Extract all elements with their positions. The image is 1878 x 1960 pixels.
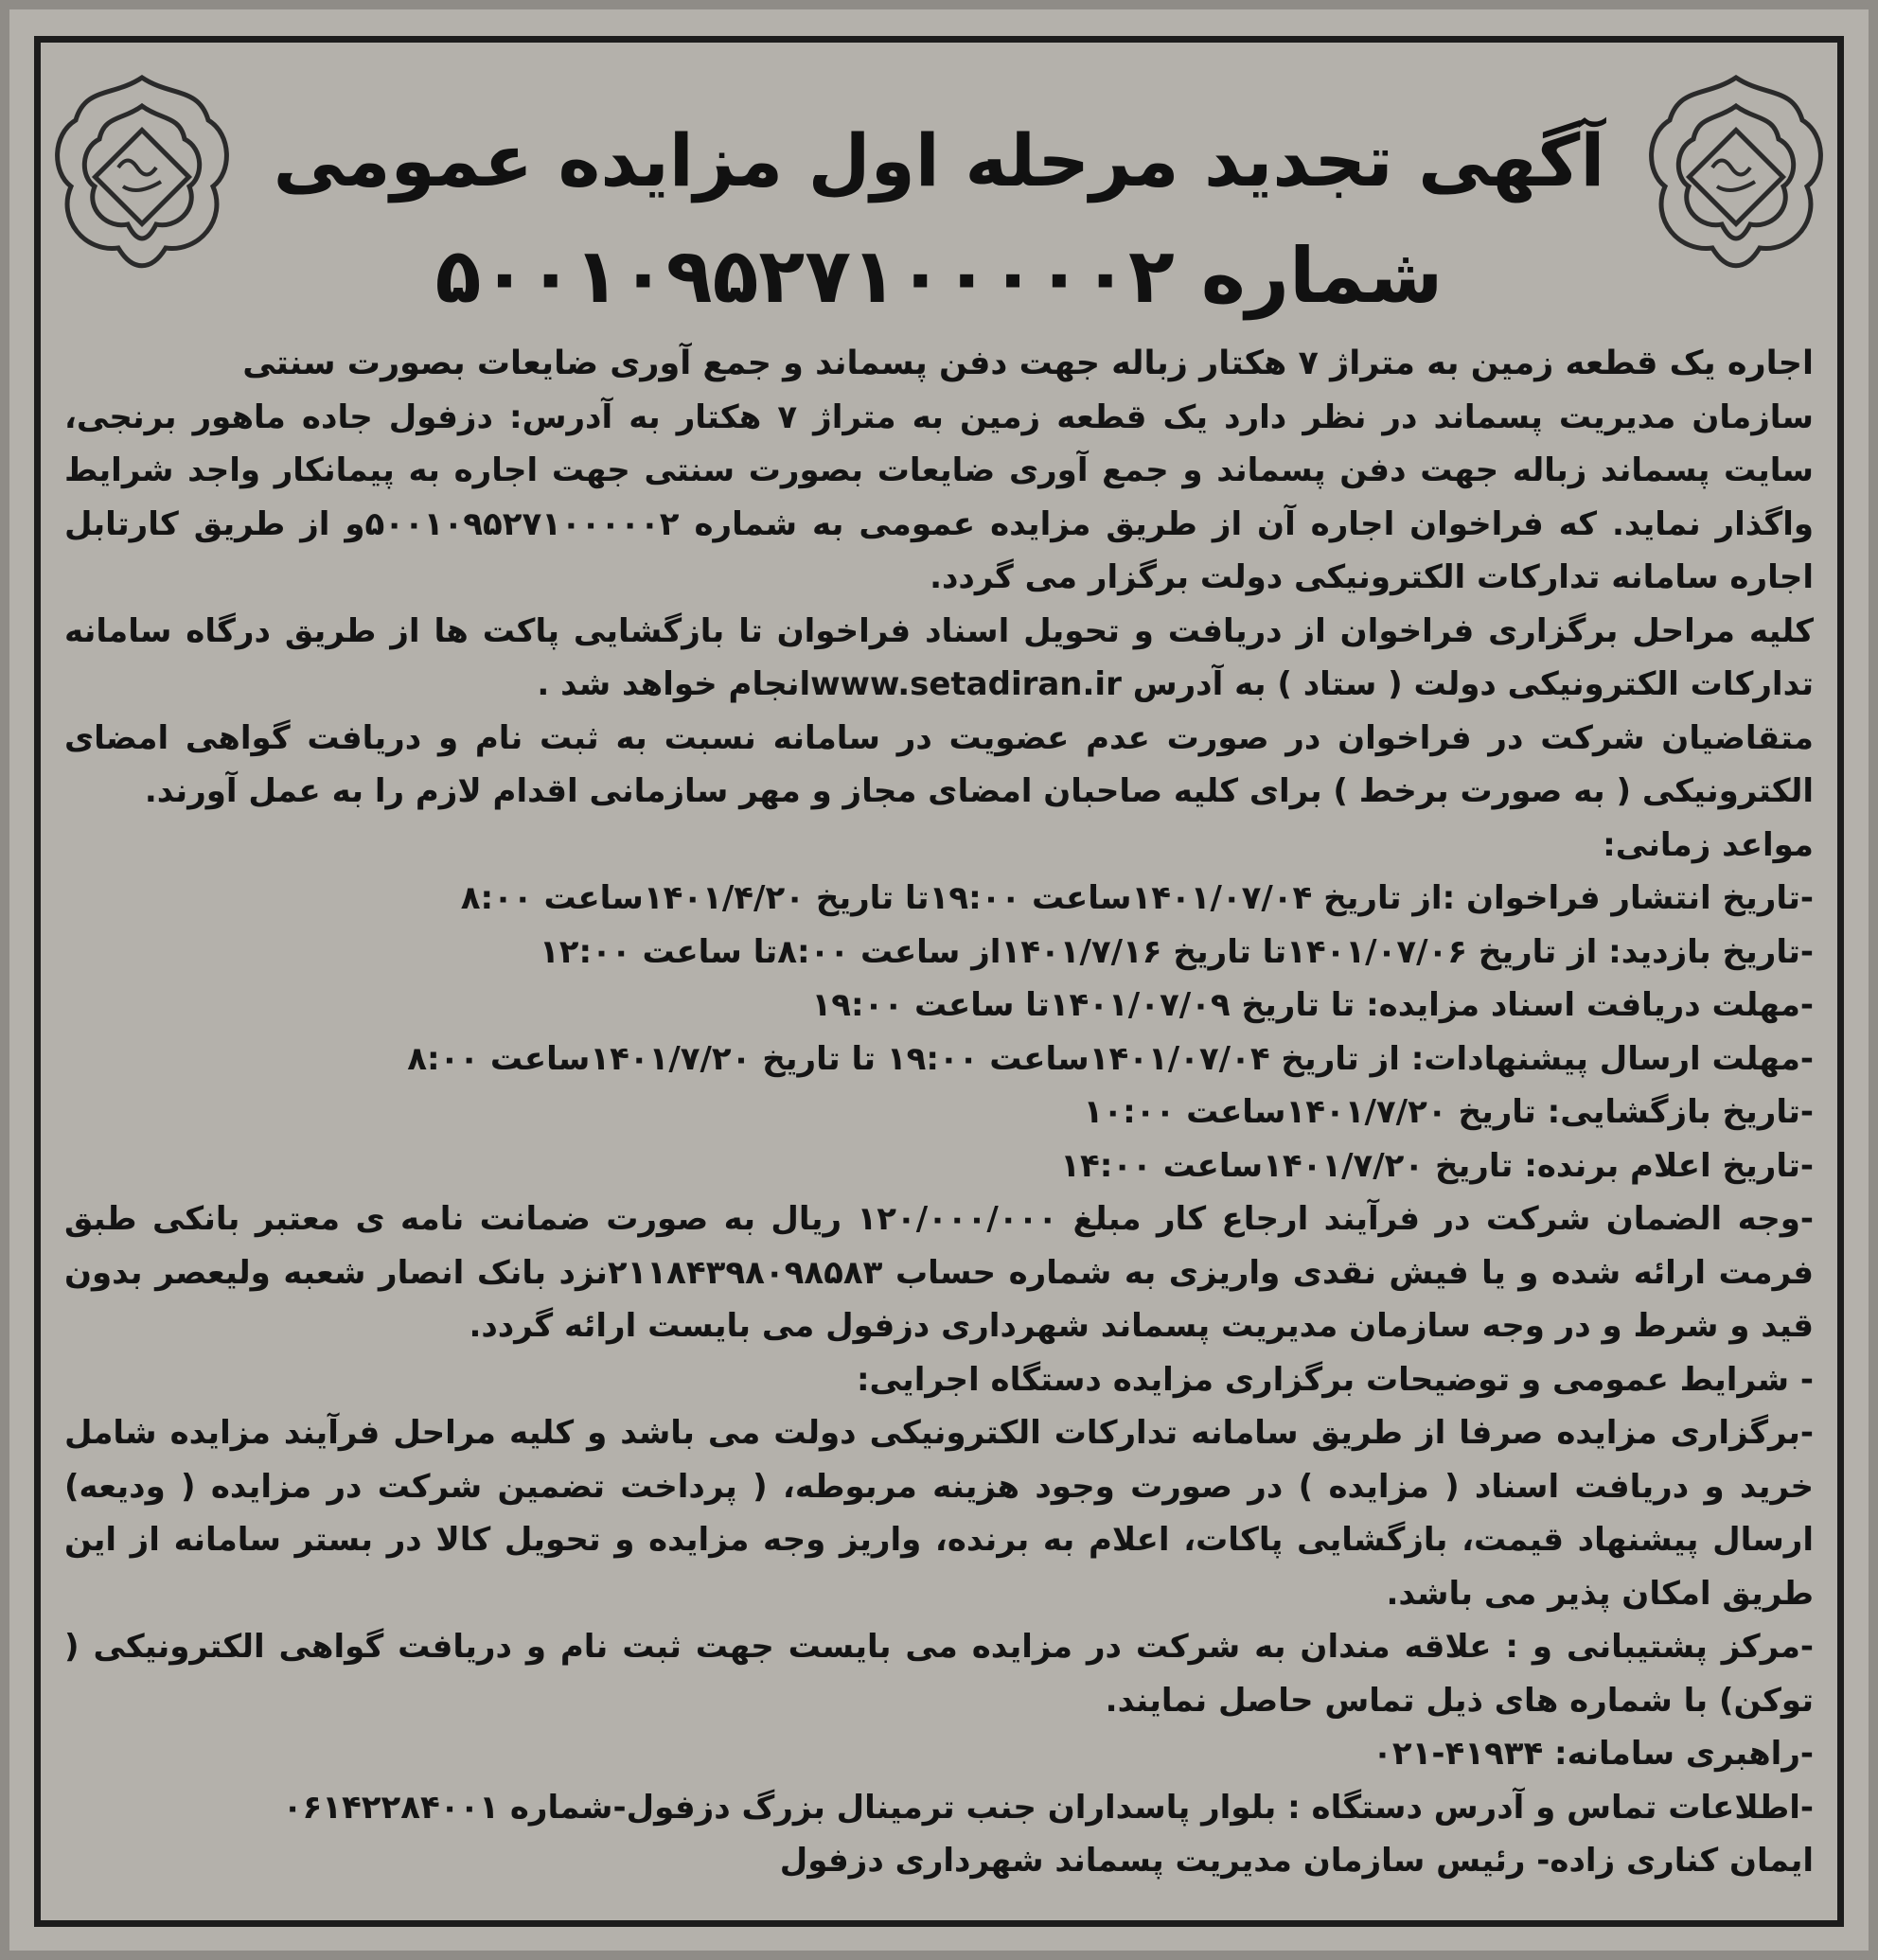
newspaper-clipping bbox=[9, 9, 1869, 1951]
paragraph-support: -مرکز پشتیبانی و : علاقه مندان به شرکت در مزایده می بایست جهت ثبت نام و دریافت گواهی الکترونیکی ( توکن) با شماره های ذیل تماس حاصل نمایند. bbox=[64, 1628, 1814, 1720]
paragraph-registration: متقاضیان شرکت در فراخوان در صورت عدم عضویت در سامانه نسبت به ثبت نام و دریافت گواهی امضای الکترونیکی ( به صورت برخط ) برای کلیه صاحبان امضای مجاز و مهر سازمانی اقدام لازم را به عمل آورند. bbox=[64, 718, 1814, 810]
timeline-item: -تاریخ بازدید: از تاریخ ۱۴۰۱/۰۷/۰۶تا تاریخ ۱۴۰۱/۷/۱۶از ساعت ۸:۰۰تا ساعت ۱۲:۰۰ bbox=[540, 932, 1814, 971]
paragraph-intro: سازمان مدیریت پسماند در نظر دارد یک قطعه زمین به متراژ ۷ هکتار به آدرس: دزفول جاده ماهور برنجی، سایت پسماند زباله جهت دفن پسماند و جمع آوری ضایعات بصورت سنتی جهت اجاره به پیمانکار واجد شرایط واگذار نماید. که فراخوان اجاره آن از طریق مزایده عمومی به شماره ۵۰۰۱۰۹۵۲۷۱۰۰۰۰۰۲و از طریق کارتابل اجاره سامانه تدارکات الکترونیکی دولت برگزار می گردد. bbox=[64, 397, 1814, 596]
municipality-emblem-right bbox=[1641, 68, 1831, 276]
paragraph-conditions-heading: - شرایط عمومی و توضیحات برگزاری مزایده دستگاه اجرایی: bbox=[856, 1360, 1814, 1399]
notice-title: آگهی تجدید مرحله اول مزایده عمومی bbox=[273, 118, 1605, 203]
signature: ایمان کناری زاده- رئیس سازمان مدیریت پسماند شهرداری دزفول bbox=[779, 1842, 1814, 1880]
paragraph-helpline: -راهبری سامانه: ۴۱۹۳۴-۰۲۱ bbox=[1373, 1735, 1814, 1773]
timeline-item: -تاریخ انتشار فراخوان :از تاریخ ۱۴۰۱/۰۷/۰۴ساعت ۱۹:۰۰تا تاریخ ۱۴۰۱/۴/۲۰ساعت ۸:۰۰ bbox=[460, 879, 1814, 917]
timeline-item: -مهلت دریافت اسناد مزایده: تا تاریخ ۱۴۰۱/۰۷/۰۹تا ساعت ۱۹:۰۰ bbox=[811, 986, 1814, 1024]
timeline-item: -مهلت ارسال پیشنهادات: از تاریخ ۱۴۰۱/۰۷/۰۴ساعت ۱۹:۰۰ تا تاریخ ۱۴۰۱/۷/۲۰ساعت ۸:۰۰ bbox=[407, 1039, 1814, 1078]
paragraph-guarantee: -وجه الضمان شرکت در فرآیند ارجاع کار مبلغ ۱۲۰/۰۰۰/۰۰۰ ریال به صورت ضمانت نامه ی معتبر بانکی طبق فرمت ارائه شده و یا فیش نقدی واریزی به شماره حساب ۲۱۱۸۴۳۹۸۰۹۸۵۸۳نزد بانک انصار شعبه ولیعصر بدون قید و شرط و در وجه سازمان مدیریت پسماند شهرداری دزفول می بایست ارائه گردد. bbox=[64, 1200, 1814, 1345]
notice-body bbox=[64, 337, 1814, 1888]
auction-number: شماره ۵۰۰۱۰۹۵۲۷۱۰۰۰۰۰۲ bbox=[434, 232, 1444, 320]
paragraph-conditions: -برگزاری مزایده صرفا از طریق سامانه تدارکات الکترونیکی دولت می باشد و کلیه مراحل فرآیند مزایده شامل خرید و دریافت اسناد ( مزایده ) در صورت وجود هزینه مربوطه، ( پرداخت تضمین شرکت در مزایده ( ودیعه) ارسال پیشنهاد قیمت، بازگشایی پاکات، اعلام به برنده، واریز وجه مزایده و تحویل کالا در بستر سامانه از این طریق امکان پذیر می باشد. bbox=[64, 1414, 1814, 1613]
timeline-item: -تاریخ اعلام برنده: تاریخ ۱۴۰۱/۷/۲۰ساعت ۱۴:۰۰ bbox=[1060, 1146, 1814, 1185]
municipality-emblem-left bbox=[47, 68, 237, 276]
paragraph-process: کلیه مراحل برگزاری فراخوان از دریافت و تحویل اسناد فراخوان تا بازگشایی پاکت ها از طریق درگاه سامانه تدارکات الکترونیکی دولت ( ستاد ) به آدرس www.setadiran.irانجام خواهد شد . bbox=[64, 611, 1814, 703]
notice-subtitle: اجاره یک قطعه زمین به متراژ ۷ هکتار زباله جهت دفن پسماند و جمع آوری ضایعات بصورت سنتی bbox=[242, 344, 1814, 382]
timeline-heading: مواعد زمانی: bbox=[1603, 825, 1814, 864]
timeline-item: -تاریخ بازگشایی: تاریخ ۱۴۰۱/۷/۲۰ساعت ۱۰:۰۰ bbox=[1083, 1093, 1814, 1131]
paragraph-contact: -اطلاعات تماس و آدرس دستگاه : بلوار پاسداران جنب ترمینال بزرگ دزفول-شماره ۰۶۱۴۲۲۸۴۰۰۱ bbox=[282, 1788, 1814, 1827]
